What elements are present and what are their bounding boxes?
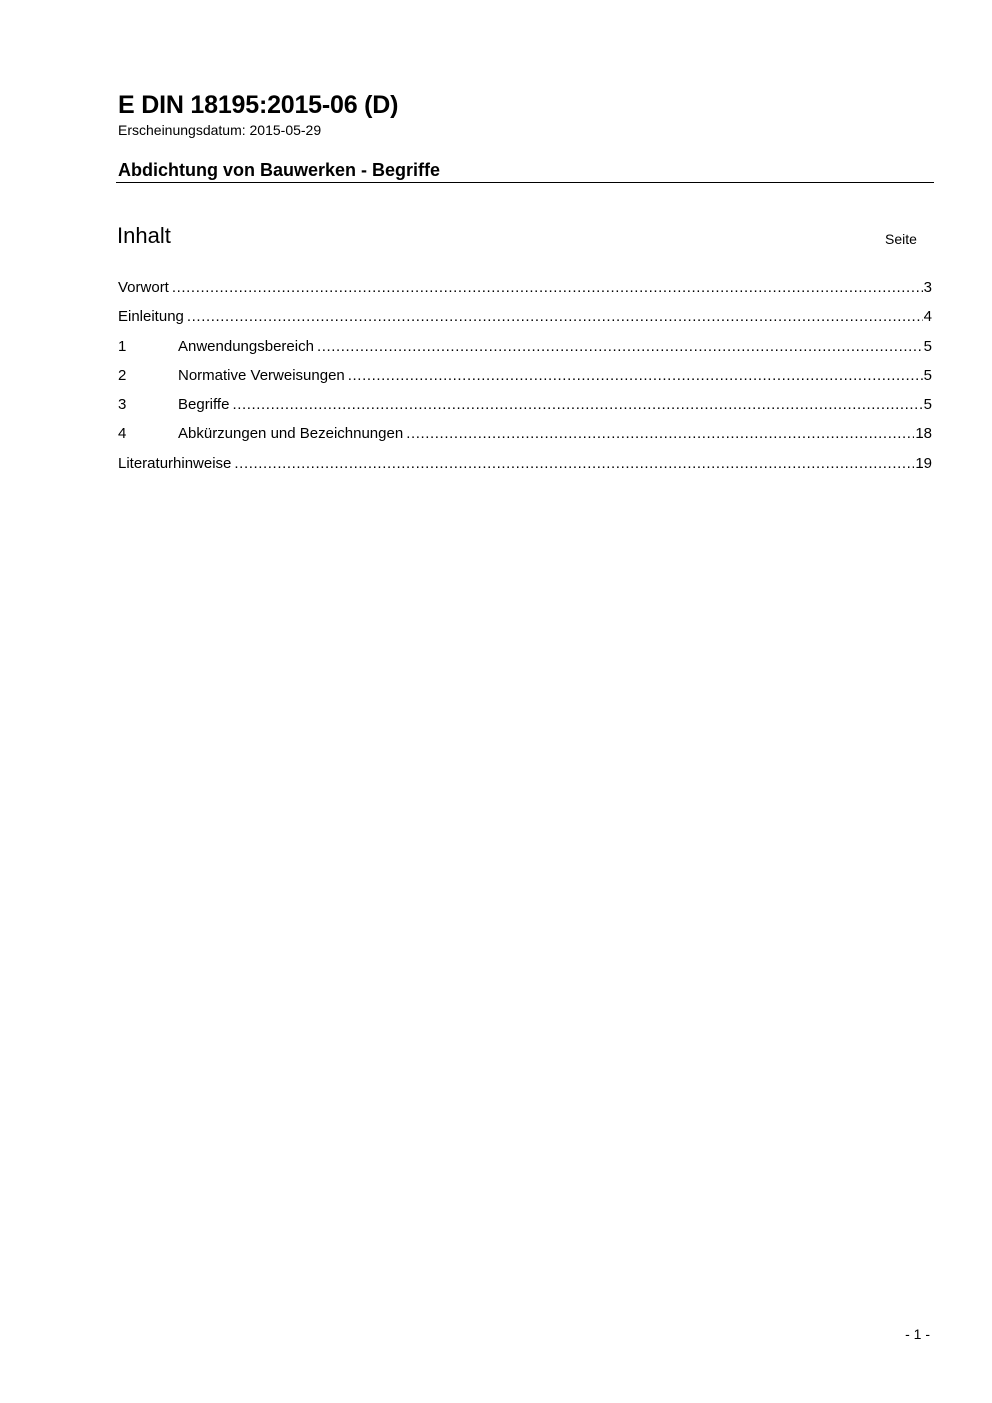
toc-dot-leader	[232, 396, 922, 414]
toc-entry-label: Begriffe	[178, 396, 230, 414]
toc-entry-number: 2	[118, 366, 127, 384]
toc-entry-page: 3	[923, 279, 932, 296]
toc-entry-begriffe[interactable]	[118, 396, 932, 425]
toc-entry-vorwort[interactable]	[118, 279, 932, 308]
toc-page-column-label: Seite	[885, 231, 917, 247]
toc-entry-label: Abkürzungen und Bezeichnungen	[178, 425, 404, 443]
toc-dot-leader	[234, 455, 914, 473]
toc-entry-number: 1	[118, 337, 127, 355]
toc-entry-abkuerzungen[interactable]	[118, 425, 932, 454]
toc-entry-page: 19	[915, 454, 932, 472]
toc-entry-label: Vorwort	[118, 279, 169, 296]
toc-entry-anwendungsbereich[interactable]	[118, 338, 932, 367]
toc-entry-normative-verweisungen[interactable]	[118, 367, 932, 396]
publication-date: Erscheinungsdatum: 2015-05-29	[118, 122, 322, 138]
table-of-contents	[118, 279, 932, 484]
toc-entry-number: 4	[118, 425, 127, 443]
toc-dot-leader	[317, 338, 923, 356]
toc-entry-page: 4	[923, 308, 932, 326]
toc-entry-einleitung[interactable]	[118, 308, 932, 337]
page-number: - 1 -	[905, 1326, 930, 1342]
title-divider	[116, 182, 934, 183]
toc-entry-number: 3	[118, 396, 127, 414]
toc-entry-label: Literaturhinweise	[118, 454, 232, 472]
toc-entry-page: 5	[923, 366, 932, 384]
toc-entry-literaturhinweise[interactable]	[118, 455, 932, 484]
toc-dot-leader	[172, 279, 923, 297]
toc-entry-label: Anwendungsbereich	[178, 337, 314, 355]
toc-dot-leader	[187, 308, 923, 326]
toc-entry-page: 5	[923, 396, 932, 414]
toc-entry-label: Normative Verweisungen	[178, 366, 345, 384]
document-title: Abdichtung von Bauwerken - Begriffe	[118, 160, 441, 180]
toc-entry-label: Einleitung	[118, 308, 184, 326]
document-number: E DIN 18195:2015-06 (D)	[118, 91, 399, 119]
toc-dot-leader	[406, 425, 914, 443]
toc-heading: Inhalt	[117, 223, 171, 248]
toc-entry-page: 18	[915, 425, 932, 443]
toc-entry-page: 5	[923, 337, 932, 355]
toc-dot-leader	[348, 367, 923, 385]
